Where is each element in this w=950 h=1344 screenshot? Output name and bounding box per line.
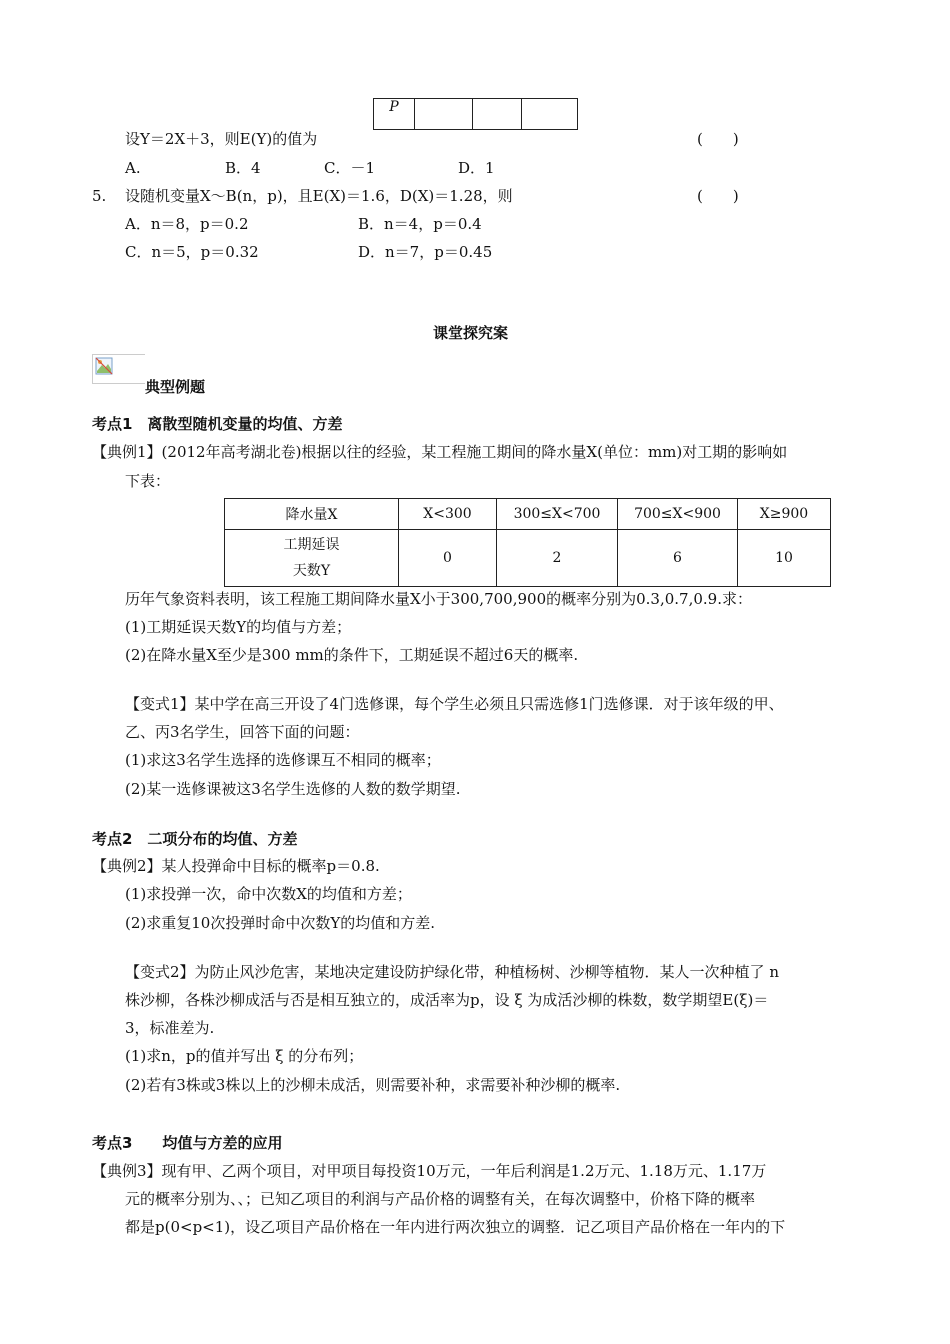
- section-title: 课堂探究案: [433, 324, 509, 342]
- table-cell: [522, 99, 578, 130]
- var2-q2: (2)若有3株或3株以上的沙柳未成活，则需要补种，求需要补种沙柳的概率.: [125, 1076, 621, 1094]
- top-probability-table: [373, 98, 578, 130]
- var1-q1: (1)求这3名学生选择的选修课互不相同的概率；: [125, 751, 441, 769]
- q4-option-b: B．4: [225, 159, 261, 177]
- image-placeholder: [92, 354, 145, 384]
- ex2-line1: 【典例2】某人投弹命中目标的概率p＝0.8.: [92, 857, 380, 875]
- var2-line2: 株沙柳，各株沙柳成活与否是相互独立的，成活率为p，设 ξ 为成活沙柳的株数，数学期望E(ξ)＝: [125, 991, 769, 1009]
- table-cell: 2: [497, 530, 618, 587]
- q5-answer-paren: ( ): [697, 187, 739, 205]
- q5-number: 5.: [92, 187, 107, 205]
- q5-option-a: A．n＝8，p＝0.2: [125, 215, 249, 233]
- ex1-q2: (2)在降水量X至少是300 mm的条件下，工期延误不超过6天的概率.: [125, 646, 579, 664]
- q4-answer-paren: ( ): [697, 130, 739, 148]
- table-cell: 6: [618, 530, 738, 587]
- q5-option-c: C．n＝5，p＝0.32: [125, 243, 259, 261]
- table-cell: [473, 99, 522, 130]
- q4-stem: 设Y＝2X＋3，则E(Y)的值为: [125, 130, 318, 148]
- table-header: X<300: [399, 499, 497, 530]
- rainfall-delay-table: [224, 498, 831, 587]
- var2-line1: 【变式2】为防止风沙危害，某地决定建设防护绿化带，种植杨树、沙柳等植物．某人一次种植了 n: [125, 963, 779, 981]
- var2-line3: 3，标准差为.: [125, 1019, 215, 1037]
- table-header: X≥900: [738, 499, 831, 530]
- ex1-line2: 下表：: [125, 472, 171, 490]
- var1-line1: 【变式1】某中学在高三开设了4门选修课，每个学生必须且只需选修1门选修课．对于该年级的甲、: [125, 695, 784, 713]
- examples-heading: 典型例题: [145, 378, 206, 396]
- ex3-line3: 都是p(0<p<1)，设乙项目产品价格在一年内进行两次独立的调整．记乙项目产品价格在一年内的下: [125, 1218, 786, 1236]
- table-cell: [415, 99, 473, 130]
- row-label-line2: 天数Y: [292, 563, 331, 579]
- ex1-line3: 历年气象资料表明，该工程施工期间降水量X小于300,700,900的概率分别为0.3,0.7,0.9.求：: [125, 590, 752, 608]
- q5-option-b: B．n＝4，p＝0.4: [358, 215, 482, 233]
- ex1-line1: 【典例1】(2012年高考湖北卷)根据以往的经验，某工程施工期间的降水量X(单位：mm)对工期的影响如: [92, 443, 788, 461]
- kp3-title: 考点3 均值与方差的应用: [92, 1134, 283, 1152]
- ex1-q1: (1)工期延误天数Y的均值与方差；: [125, 618, 352, 636]
- ex3-line2: 元的概率分别为、、；已知乙项目的利润与产品价格的调整有关，在每次调整中，价格下降的概率: [125, 1190, 756, 1208]
- table-header: 700≤X<900: [618, 499, 738, 530]
- q4-option-a: A.: [125, 159, 141, 177]
- table-row-label: P: [374, 99, 415, 130]
- q4-option-c: C．－1: [324, 159, 376, 177]
- row-label-line1: 工期延误: [283, 537, 340, 553]
- var1-q2: (2)某一选修课被这3名学生选修的人数的数学期望.: [125, 780, 461, 798]
- q5-option-d: D．n＝7，p＝0.45: [358, 243, 493, 261]
- kp1-title: 考点1 离散型随机变量的均值、方差: [92, 415, 343, 433]
- table-cell: 0: [399, 530, 497, 587]
- ex2-q1: (1)求投弹一次，命中次数X的均值和方差；: [125, 885, 412, 903]
- var2-q1: (1)求n，p的值并写出 ξ 的分布列；: [125, 1047, 364, 1065]
- table-header: 300≤X<700: [497, 499, 618, 530]
- var1-line2: 乙、丙3名学生，回答下面的问题：: [125, 723, 360, 741]
- table-cell: 10: [738, 530, 831, 587]
- ex2-q2: (2)求重复10次投弹时命中次数Y的均值和方差.: [125, 914, 436, 932]
- q4-option-d: D．1: [458, 159, 495, 177]
- q5-stem: 设随机变量X～B(n，p)，且E(X)＝1.6，D(X)＝1.28，则: [125, 187, 513, 205]
- broken-image-icon: [95, 357, 113, 375]
- table-header: 降水量X: [225, 499, 399, 530]
- table-row-label: [225, 530, 399, 587]
- kp2-title: 考点2 二项分布的均值、方差: [92, 830, 298, 848]
- ex3-line1: 【典例3】现有甲、乙两个项目，对甲项目每投资10万元，一年后利润是1.2万元、1.18万元、1.17万: [92, 1162, 767, 1180]
